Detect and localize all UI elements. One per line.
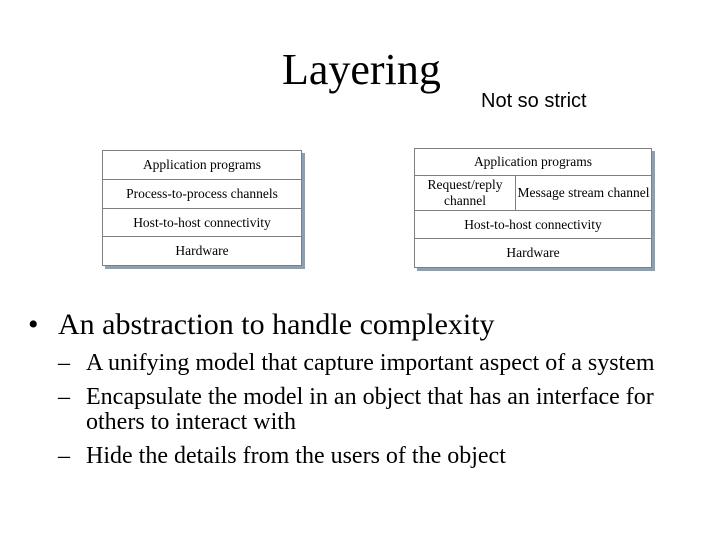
layer-host-connectivity: Host-to-host connectivity — [415, 211, 651, 239]
slide-title: Layering — [282, 45, 441, 94]
dash-icon: – — [58, 384, 70, 410]
layer-process-channels: Process-to-process channels — [103, 180, 301, 209]
bullet-dot-icon: • — [28, 308, 39, 341]
strict-layer-diagram — [102, 150, 302, 266]
slide-subtitle: Not so strict — [481, 90, 587, 112]
main-bullet — [28, 306, 708, 344]
layer-application: Application programs — [103, 151, 301, 180]
channel-layer-split — [415, 176, 651, 211]
main-bullet-text: An abstraction to handle complexity — [58, 308, 495, 341]
relaxed-layer-diagram — [414, 148, 652, 268]
sub-bullet — [58, 385, 708, 435]
dash-icon: – — [58, 443, 70, 469]
sub-bullet — [58, 351, 708, 376]
sub-bullet-text: Encapsulate the model in an object that has an interface for others to interact with — [86, 384, 654, 435]
sub-bullet-text: Hide the details from the users of the object — [86, 443, 506, 469]
sub-bullet-text: A unifying model that capture important aspect of a system — [86, 350, 655, 376]
layer-request-reply-channel: Request/reply channel — [415, 176, 516, 210]
sub-bullet — [58, 444, 708, 469]
layer-host-connectivity: Host-to-host connectivity — [103, 209, 301, 237]
bullet-list — [28, 306, 708, 469]
layer-hardware: Hardware — [175, 243, 229, 258]
layer-message-stream-channel: Message stream channel — [517, 185, 650, 200]
dash-icon: – — [58, 350, 70, 376]
layer-hardware: Hardware — [506, 245, 560, 260]
layer-application: Application programs — [415, 149, 651, 176]
